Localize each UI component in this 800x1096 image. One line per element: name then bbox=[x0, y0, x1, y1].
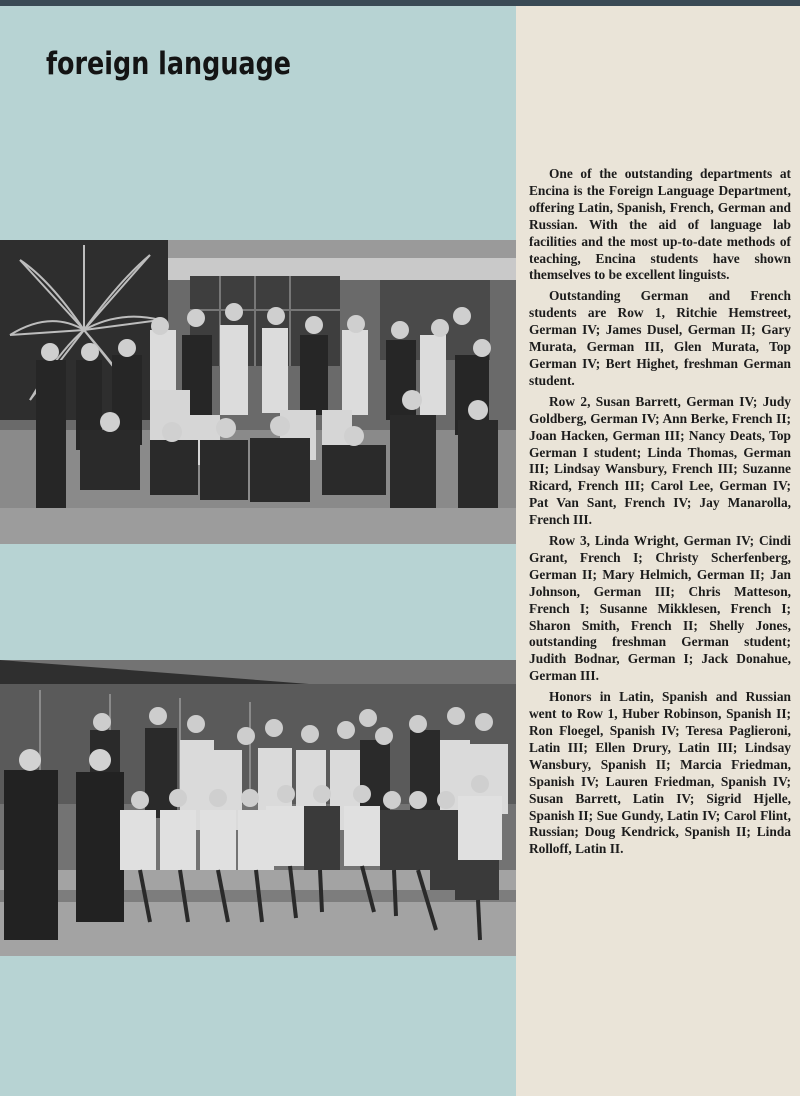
section-title: foreign language bbox=[46, 46, 292, 82]
paragraph-row2: Row 2, Susan Barrett, German IV; Judy Goldberg, German IV; Ann Berke, French II; Joan Hacken, German III; Nancy Deats, Top German I student; Linda Thomas, German III; Lindsay Wansbury, French III; Suzanne Ricard, French III; Carol Lee, German IV; Pat Van Sant, French IV; Jay Manarolla, French III. bbox=[529, 393, 791, 528]
paragraph-row1-german-french: Outstanding German and French students are Row 1, Ritchie Hemstreet, German IV; James Dusel, German II; Gary Murata, German III, Glen Murata, Top German IV; Bert Highet, freshman German student. bbox=[529, 288, 791, 388]
article-body bbox=[529, 166, 791, 862]
group-photo-latin-spanish-russian bbox=[0, 660, 516, 956]
group-photo-german-french bbox=[0, 240, 516, 544]
paragraph-honors-latin-spanish-russian: Honors in Latin, Spanish and Russian went to Row 1, Huber Robinson, Spanish II; Ron Floegel, Spanish IV; Teresa Paglieroni, Latin III; Ellen Drury, Latin III; Lindsay Wansbury, Spanish II; Marcia Friedman, Spanish IV; Lauren Friedman, Spanish IV; Susan Barrett, Latin IV; Sigrid Hjelle, Spanish II; Sue Gundy, Latin IV; Carol Flint, Russian; Doug Kendrick, Spanish II; Linda Rolloff, Latin II. bbox=[529, 689, 791, 857]
paragraph-intro: One of the outstanding departments at Encina is the Foreign Language Department, offering Latin, Spanish, French, German and Russian. With the aid of language lab facilities and the most up-to-date methods of teaching, Encina students have shown themselves to be excellent linguists. bbox=[529, 166, 791, 283]
paragraph-row3: Row 3, Linda Wright, German IV; Cindi Grant, French I; Christy Scherfenberg, German II; Mary Helmich, German II; Jan Johnson, German III; Chris Matteson, French I; Susanne Mikklesen, French I; Sharon Smith, French II; Shelly Jones, outstanding freshman German student; Judith Bodnar, German I; Jack Donahue, German III. bbox=[529, 533, 791, 684]
